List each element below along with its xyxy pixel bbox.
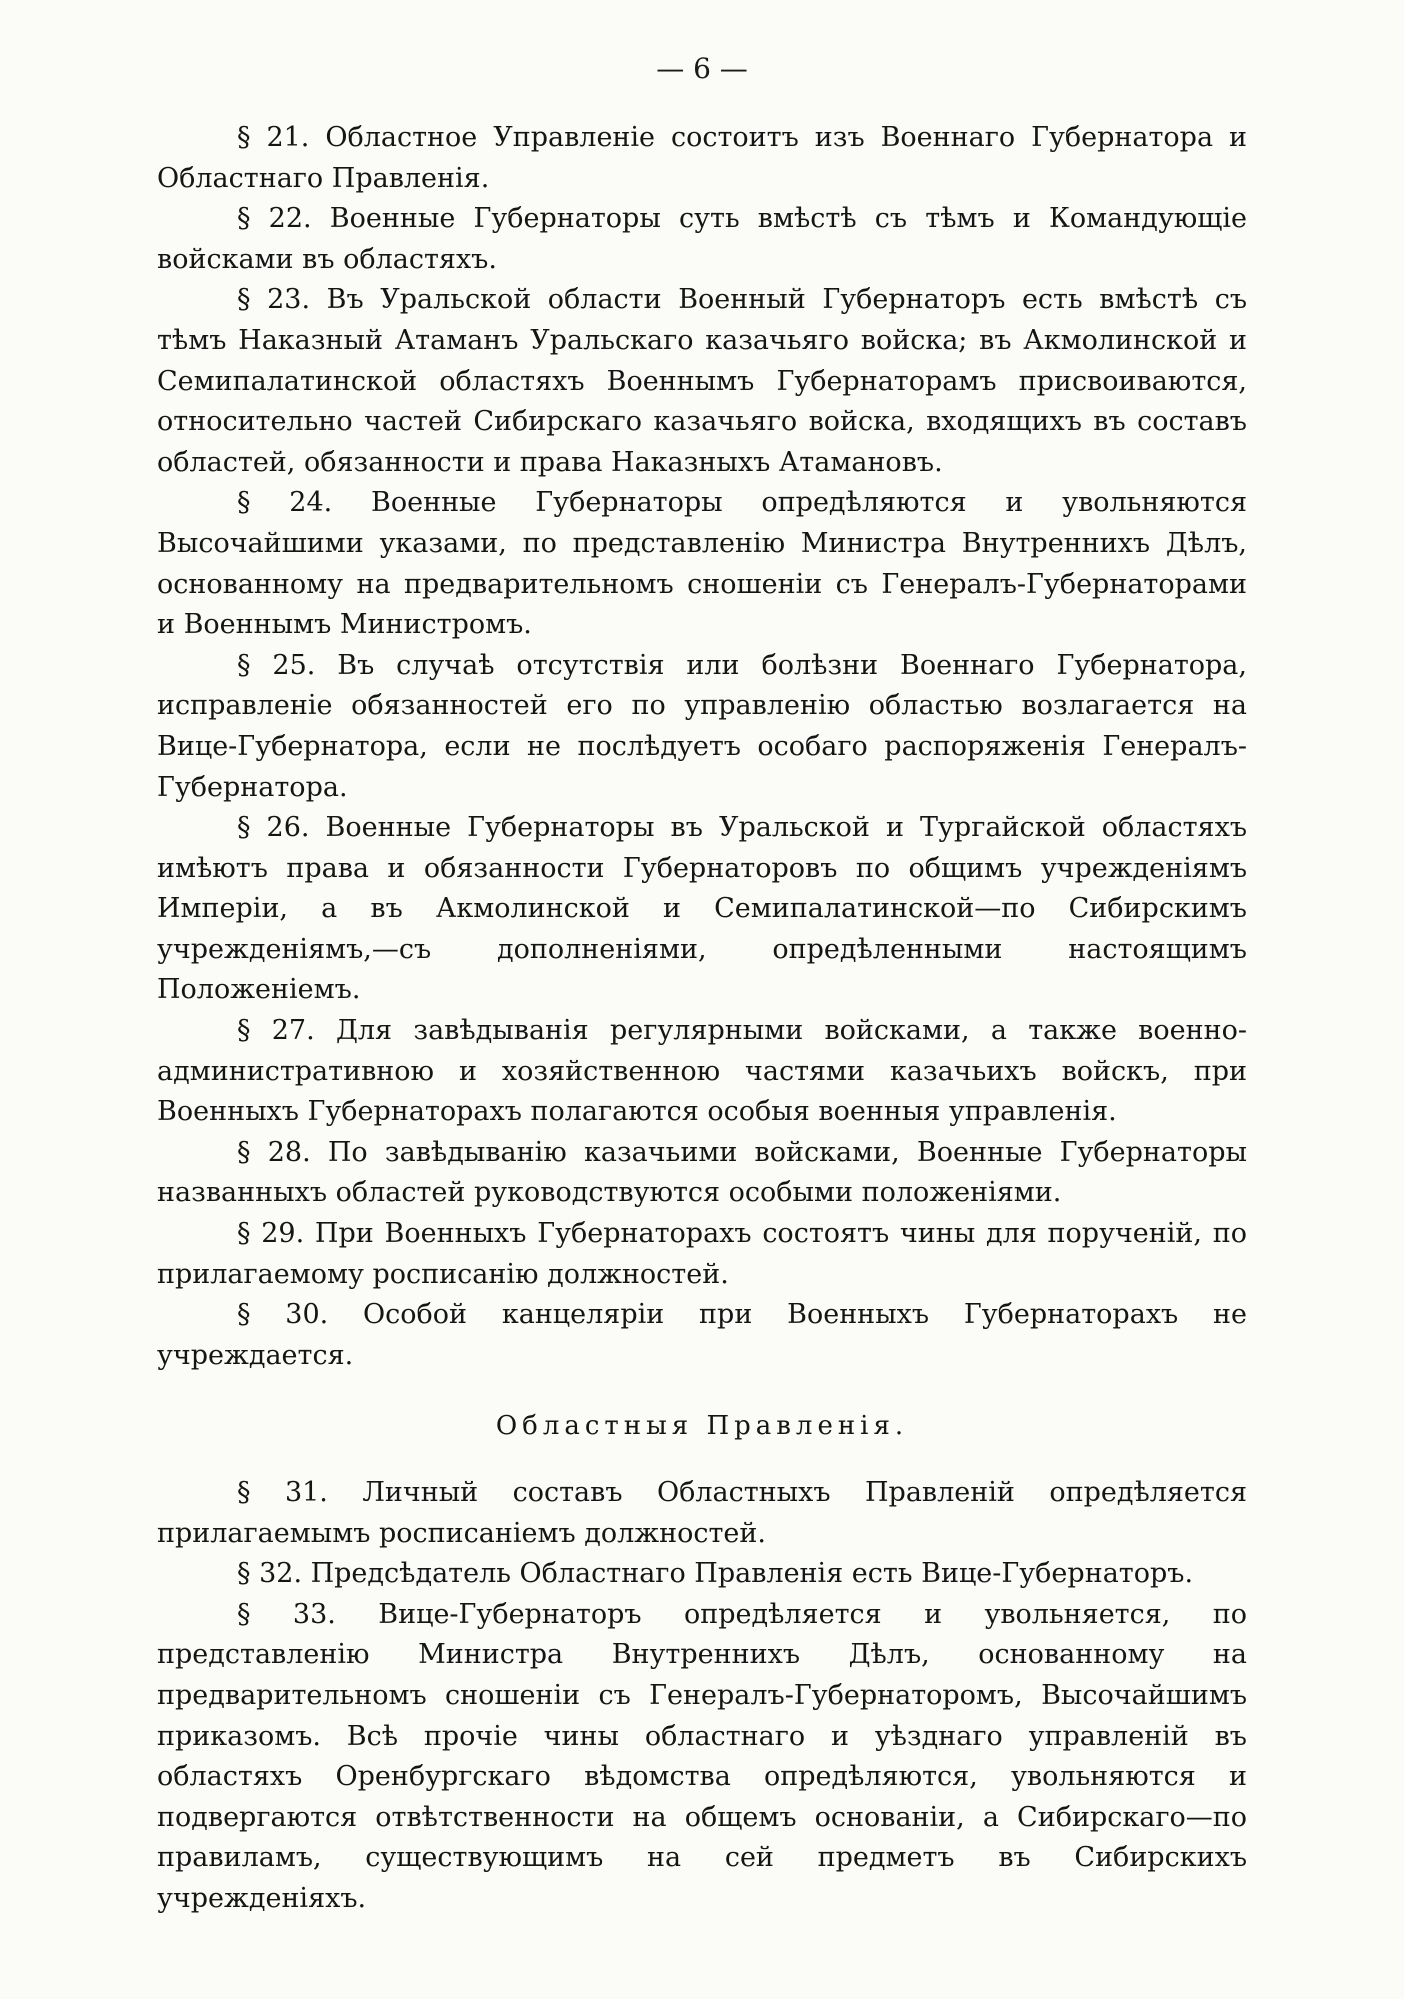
paragraph-27: § 27. Для завѣдыванія регулярными войсками, а также военно-административною и хозяйственною частями казачьихъ войскъ, при Военныхъ Губернаторахъ полагаются особыя военныя управленія. — [157, 1015, 1247, 1128]
paragraph-29: § 29. При Военныхъ Губернаторахъ состоятъ чины для порученій, по прилагаемому росписанію должностей. — [157, 1218, 1247, 1290]
paragraph-25: § 25. Въ случаѣ отсутствія или болѣзни Военнаго Губернатора, исправленіе обязанностей его по управленію областью возлагается на Вице-Губернатора, если не послѣдуетъ особаго распоряженія Генералъ-Губернатора. — [157, 649, 1247, 803]
paragraph-30: § 30. Особой канцеляріи при Военныхъ Губернаторахъ не учреждается. — [157, 1299, 1247, 1371]
paragraph-21: § 21. Областное Управленіе состоитъ изъ Военнаго Губернатора и Областнаго Правленія. — [157, 122, 1247, 194]
paragraph-31: § 31. Личный составъ Областныхъ Правленій опредѣляется прилагаемымъ росписаніемъ должностей. — [157, 1477, 1247, 1549]
page-number: — 6 — — [656, 52, 748, 85]
section-heading: Областныя Правленія. — [495, 1411, 909, 1442]
paragraph-26: § 26. Военные Губернаторы въ Уральской и Тургайской областяхъ имѣютъ права и обязанности Губернаторовъ по общимъ учрежденіямъ Имперіи, а въ Акмолинской и Семипалатинской—по Сибирскимъ учрежденіямъ,—съ дополненіями, опредѣленными настоящимъ Положеніемъ. — [157, 812, 1247, 1006]
paragraph-23: § 23. Въ Уральской области Военный Губернаторъ есть вмѣстѣ съ тѣмъ Наказный Атаманъ Уральскаго казачьяго войска; въ Акмолинской и Семипалатинской областяхъ Военнымъ Губернаторамъ присвоиваются, относительно частей Сибирскаго казачьяго войска, входящихъ въ составъ областей, обязанности и права Наказныхъ Атамановъ. — [157, 284, 1247, 478]
paragraph-22: § 22. Военные Губернаторы суть вмѣстѣ съ тѣмъ и Командующіе войсками въ областяхъ. — [157, 203, 1247, 275]
body-text — [157, 118, 1247, 1920]
paragraph-32: § 32. Предсѣдатель Областнаго Правленія есть Вице-Губернаторъ. — [237, 1558, 1194, 1590]
paragraph-33: § 33. Вице-Губернаторъ опредѣляется и увольняется, по представленію Министра Внутреннихъ Дѣлъ, основанному на предварительномъ сношеніи съ Генералъ-Губернаторомъ, Высочайшимъ приказомъ. Всѣ прочіе чины областнаго и уѣзднаго управленій въ областяхъ Оренбургскаго вѣдомства опредѣляются, увольняются и подвергаются отвѣтственности на общемъ основаніи, а Сибирскаго—по правиламъ, существующимъ на сей предметъ въ Сибирскихъ учрежденіяхъ. — [157, 1598, 1247, 1914]
paragraph-24: § 24. Военные Губернаторы опредѣляются и увольняются Высочайшими указами, по представленію Министра Внутреннихъ Дѣлъ, основанному на предварительномъ сношеніи съ Генералъ-Губернаторами и Военнымъ Министромъ. — [157, 487, 1247, 641]
paragraph-28: § 28. По завѣдыванію казачьими войсками, Военные Губернаторы названныхъ областей руководствуются особыми положеніями. — [157, 1136, 1247, 1209]
